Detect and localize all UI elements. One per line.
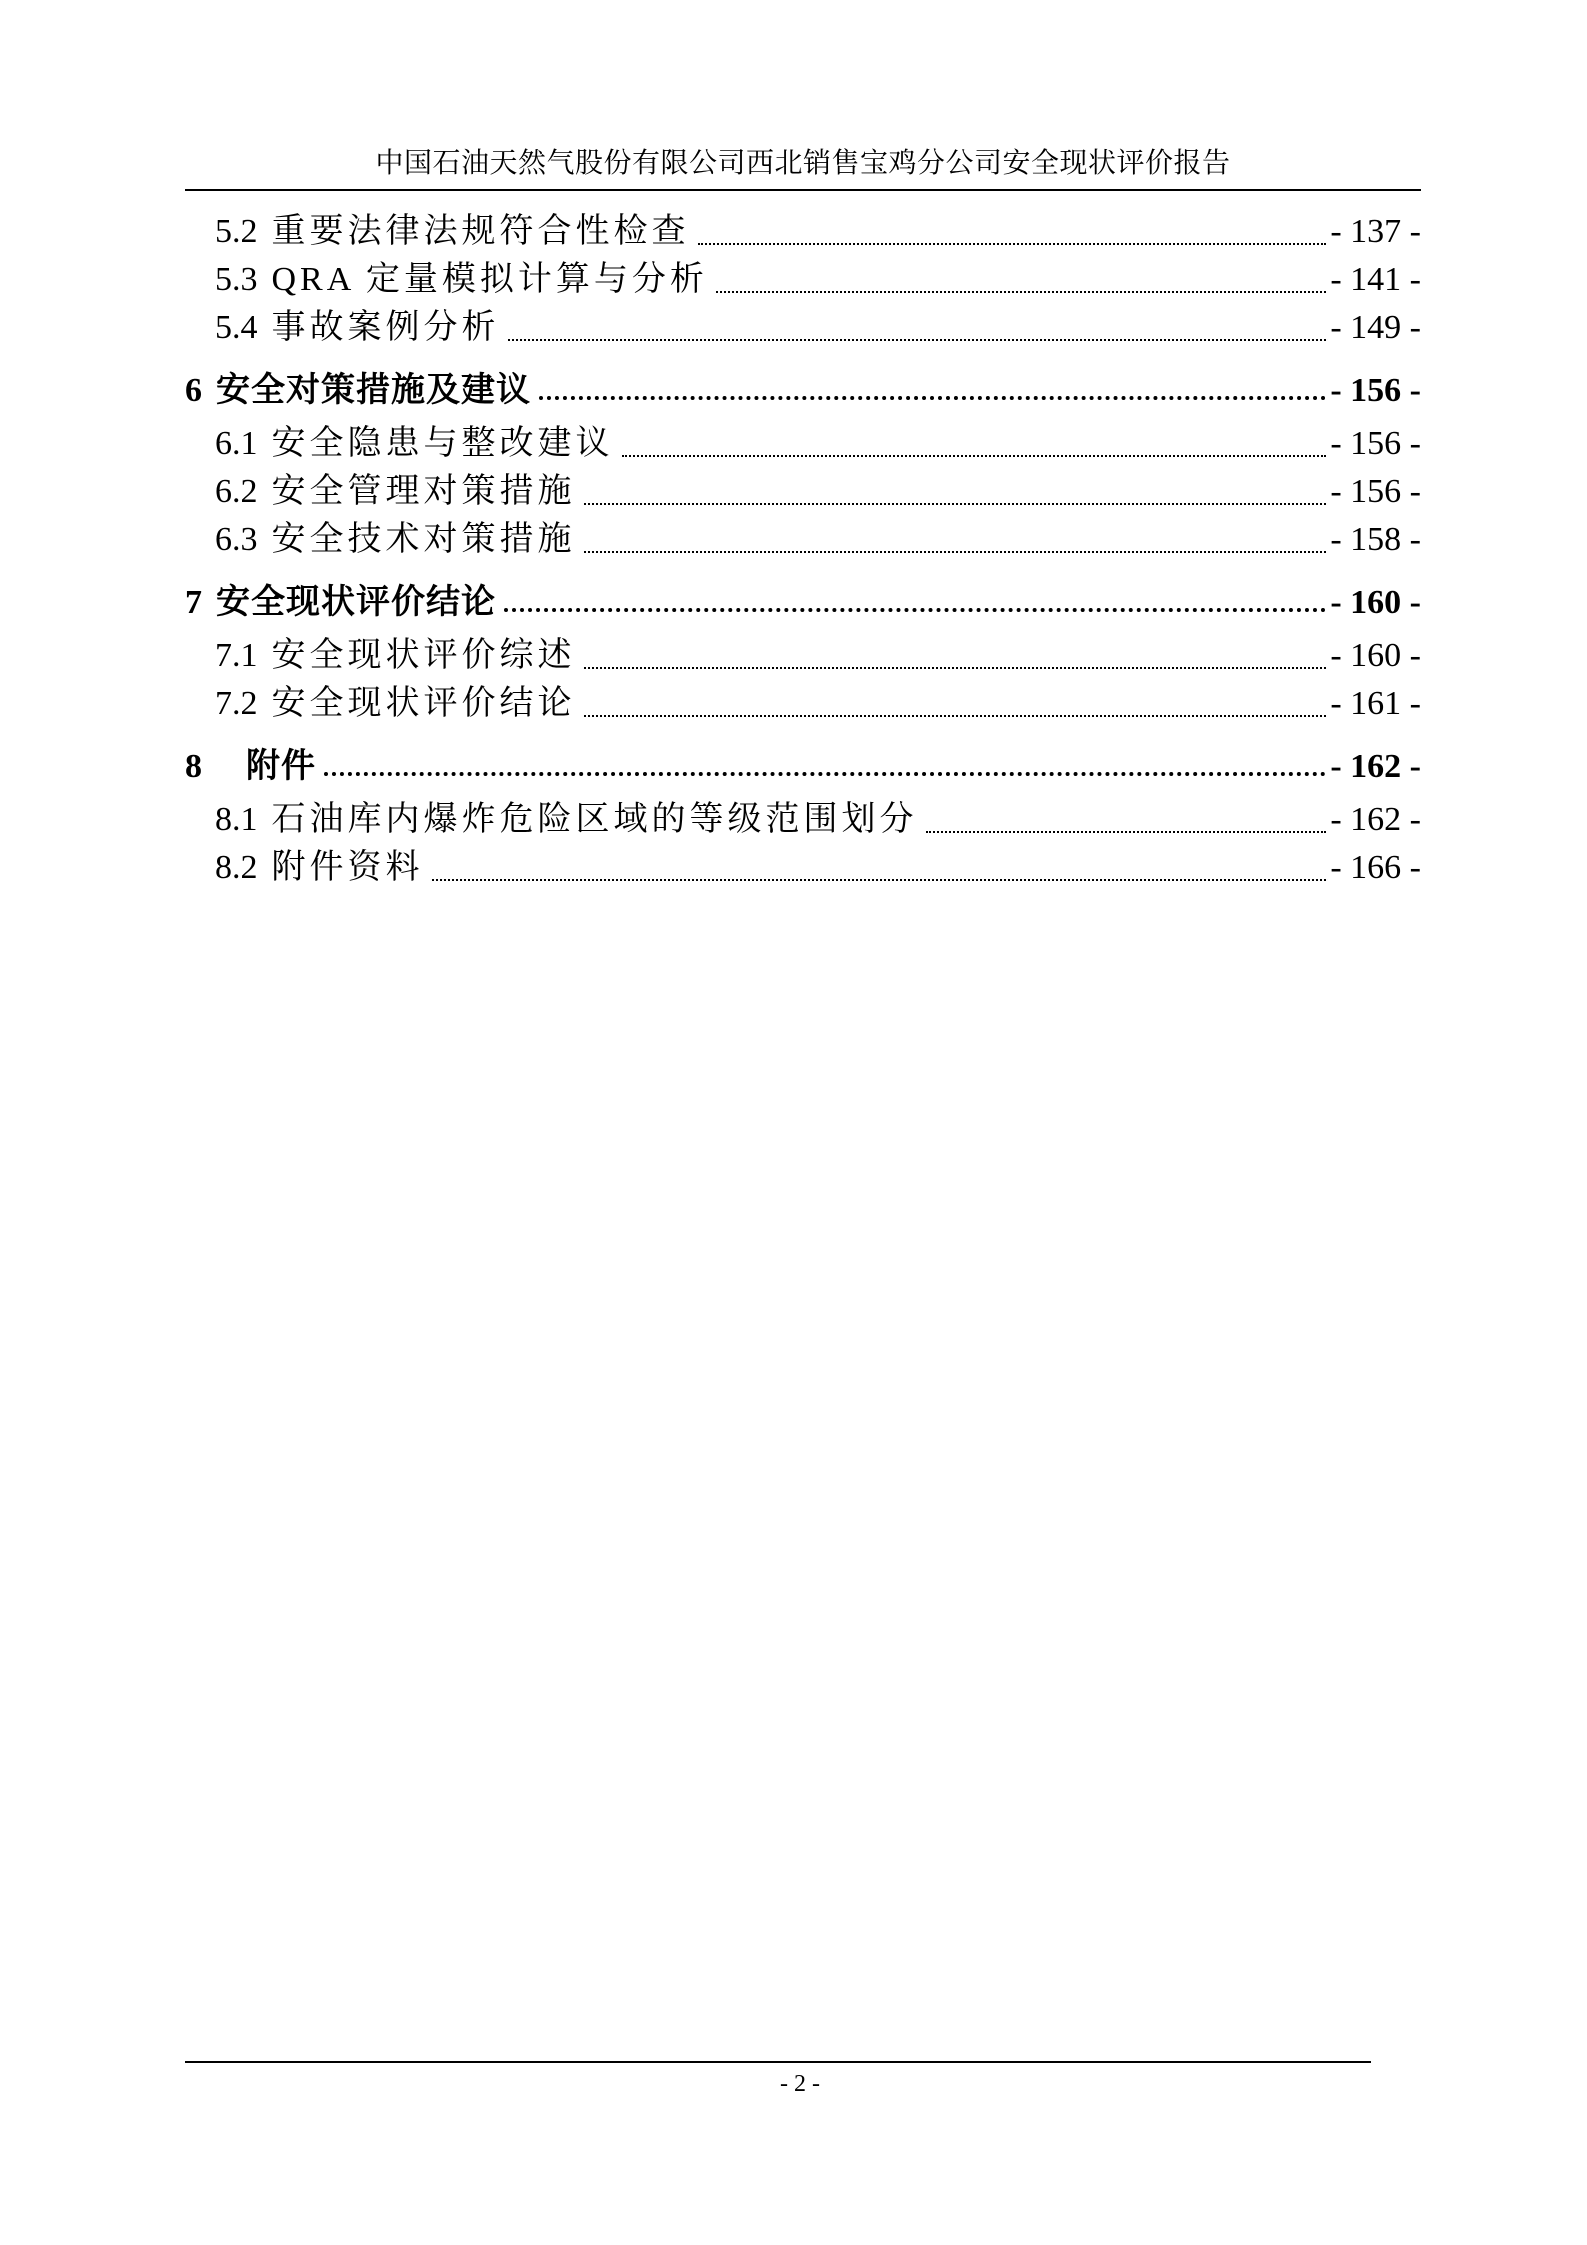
toc-chapter-7[interactable] (185, 564, 1421, 632)
dot-leader (584, 632, 1327, 680)
toc-page-number: - 156 - (1330, 372, 1421, 409)
toc-page-number: - 162 - (1330, 801, 1421, 838)
dot-leader (432, 844, 1327, 892)
toc-title: QRA 定量模拟计算与分析 (271, 261, 708, 298)
dot-leader (584, 468, 1327, 516)
footer-rule (185, 2061, 1371, 2063)
toc-entry-5-3[interactable] (185, 256, 1421, 304)
toc-page-number: - 141 - (1330, 261, 1421, 298)
toc-entry-5-4[interactable] (185, 304, 1421, 352)
toc-number: 6.3 (215, 521, 258, 558)
dot-leader (324, 728, 1326, 796)
toc-number: 7.2 (215, 685, 258, 722)
page-number: - 2 - (780, 2071, 820, 2097)
toc-entry-6-1[interactable] (185, 420, 1421, 468)
dot-leader (716, 256, 1326, 304)
toc-title: 事故案例分析 (271, 309, 500, 346)
toc-page-number: - 156 - (1330, 425, 1421, 462)
toc-number: 6 (185, 372, 202, 409)
table-of-contents (185, 208, 1421, 892)
running-header: 中国石油天然气股份有限公司西北销售宝鸡分公司安全现状评价报告 (375, 148, 1231, 179)
toc-number: 6.2 (215, 473, 258, 510)
toc-title: 安全现状评价结论 (271, 685, 576, 722)
toc-number: 5.2 (215, 213, 258, 250)
toc-entry-6-2[interactable] (185, 468, 1421, 516)
toc-chapter-8[interactable] (185, 728, 1421, 796)
toc-title: 安全现状评价综述 (271, 637, 576, 674)
dot-leader (698, 208, 1327, 256)
toc-number: 8 (185, 748, 202, 785)
toc-entry-8-2[interactable] (185, 844, 1421, 892)
toc-entry-5-2[interactable] (185, 208, 1421, 256)
dot-leader (539, 352, 1326, 420)
dot-leader (622, 420, 1327, 468)
toc-title: 重要法律法规符合性检查 (271, 213, 690, 250)
toc-page-number: - 156 - (1330, 473, 1421, 510)
toc-number: 5.3 (215, 261, 258, 298)
toc-page-number: - 160 - (1330, 584, 1421, 621)
toc-title: 石油库内爆炸危险区域的等级范围划分 (271, 801, 918, 838)
header-rule (185, 189, 1421, 191)
toc-number: 7.1 (215, 637, 258, 674)
dot-leader (504, 564, 1326, 632)
toc-page-number: - 158 - (1330, 521, 1421, 558)
toc-page-number: - 161 - (1330, 685, 1421, 722)
toc-page-number: - 166 - (1330, 849, 1421, 886)
toc-chapter-6[interactable] (185, 352, 1421, 420)
dot-leader (584, 680, 1327, 728)
toc-title: 附件资料 (271, 849, 424, 886)
toc-number: 6.1 (215, 425, 258, 462)
toc-entry-6-3[interactable] (185, 516, 1421, 564)
toc-title: 安全现状评价结论 (216, 584, 496, 621)
dot-leader (584, 516, 1327, 564)
toc-entry-8-1[interactable] (185, 796, 1421, 844)
toc-title: 安全对策措施及建议 (216, 372, 531, 409)
toc-page-number: - 149 - (1330, 309, 1421, 346)
toc-number: 8.1 (215, 801, 258, 838)
toc-page-number: - 137 - (1330, 213, 1421, 250)
toc-entry-7-2[interactable] (185, 680, 1421, 728)
toc-title: 安全技术对策措施 (271, 521, 576, 558)
toc-number: 8.2 (215, 849, 258, 886)
toc-title: 安全隐患与整改建议 (271, 425, 614, 462)
toc-number: 7 (185, 584, 202, 621)
dot-leader (508, 304, 1327, 352)
dot-leader (926, 796, 1327, 844)
toc-title: 安全管理对策措施 (271, 473, 576, 510)
toc-entry-7-1[interactable] (185, 632, 1421, 680)
toc-page-number: - 162 - (1330, 748, 1421, 785)
toc-title: 附件 (246, 748, 316, 785)
toc-page-number: - 160 - (1330, 637, 1421, 674)
toc-number: 5.4 (215, 309, 258, 346)
